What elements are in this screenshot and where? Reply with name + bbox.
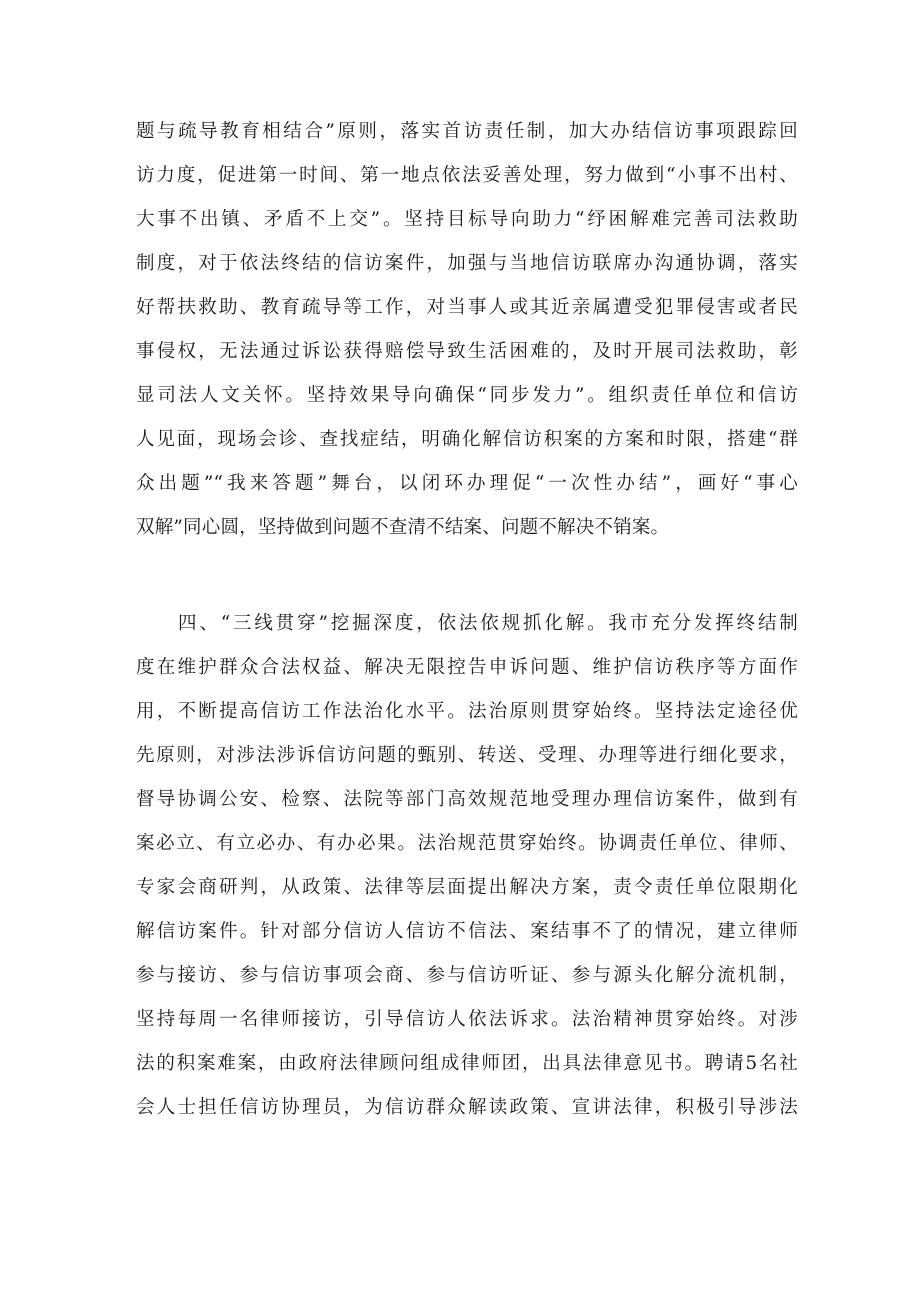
text-line: 法的积案难案，由政府法律顾问组成律师团，出具法律意见书。聘请5名社 bbox=[136, 1053, 798, 1074]
text-line: 案必立、有立必办、有办必果。法治规范贯穿始终。协调责任单位、律师、 bbox=[136, 833, 798, 854]
text-line: 事侵权，无法通过诉讼获得赔偿导致生活困难的，及时开展司法救助，彰 bbox=[136, 341, 798, 362]
text-line: 题与疏导教育相结合”原则，落实首访责任制，加大办结信访事项跟踪回 bbox=[136, 121, 798, 142]
text-line: 双解”同心圆，坚持做到问题不查清不结案、问题不解决不销案。 bbox=[136, 517, 670, 538]
text-line: 众出题”“我来答题”舞台，以闭环办理促“一次性办结”，画好“事心 bbox=[136, 473, 798, 494]
text-line: 坚持每周一名律师接访，引导信访人依法诉求。法治精神贯穿始终。对涉 bbox=[136, 1009, 798, 1030]
text-line: 解信访案件。针对部分信访人信访不信法、案结事不了的情况，建立律师 bbox=[136, 921, 798, 942]
text-line: 用，不断提高信访工作法治化水平。法治原则贯穿始终。坚持法定途径优 bbox=[136, 701, 798, 722]
text-line: 参与接访、参与信访事项会商、参与信访听证、参与源头化解分流机制， bbox=[136, 965, 798, 986]
text-line: 人见面，现场会诊、查找症结，明确化解信访积案的方案和时限，搭建“群 bbox=[136, 429, 798, 450]
text-line: 显司法人文关怀。坚持效果导向确保“同步发力”。组织责任单位和信访 bbox=[136, 385, 798, 406]
text-line: 先原则，对涉法涉诉信访问题的甄别、转送、受理、办理等进行细化要求， bbox=[136, 745, 798, 766]
text-line: 专家会商研判，从政策、法律等层面提出解决方案，责令责任单位限期化 bbox=[136, 877, 798, 898]
text-line: 会人士担任信访协理员，为信访群众解读政策、宣讲法律，积极引导涉法 bbox=[136, 1097, 798, 1118]
text-line: 好帮扶救助、教育疏导等工作，对当事人或其近亲属遭受犯罪侵害或者民 bbox=[136, 297, 798, 318]
text-line: 督导协调公安、检察、法院等部门高效规范地受理办理信访案件，做到有 bbox=[136, 789, 798, 810]
text-line: 大事不出镇、矛盾不上交”。坚持目标导向助力“纾困解难完善司法救助 bbox=[136, 209, 798, 230]
text-line: 制度，对于依法终结的信访案件，加强与当地信访联席办沟通协调，落实 bbox=[136, 253, 798, 274]
text-line: 度在维护群众合法权益、解决无限控告申诉问题、维护信访秩序等方面作 bbox=[136, 657, 798, 678]
text-line: 四、“三线贯穿”挖掘深度，依法依规抓化解。我市充分发挥终结制 bbox=[178, 613, 798, 634]
text-line: 访力度，促进第一时间、第一地点依法妥善处理，努力做到“小事不出村、 bbox=[136, 165, 798, 186]
